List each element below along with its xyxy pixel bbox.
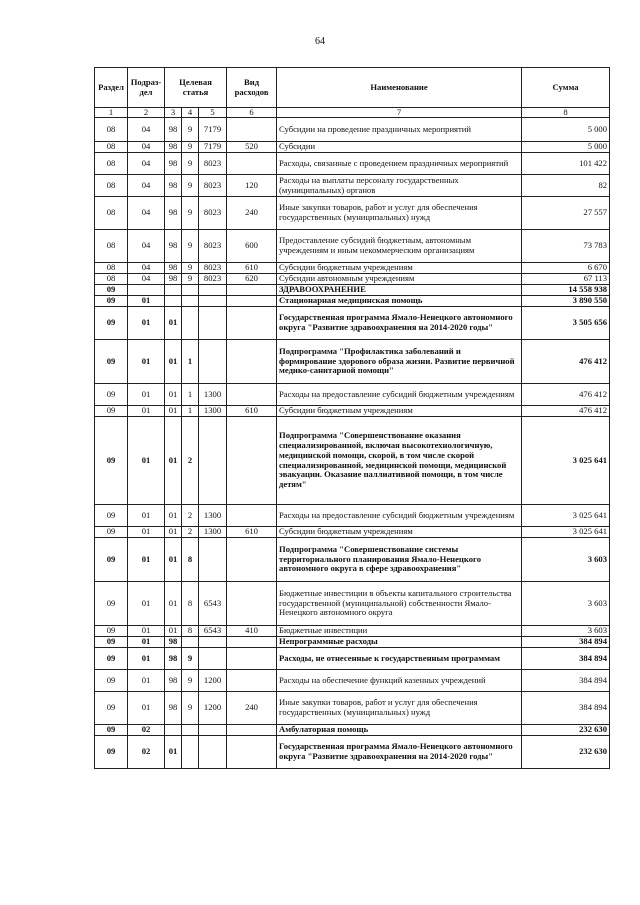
subprogram-cell: 8 xyxy=(182,538,199,582)
direction-cell: 8023 xyxy=(199,230,227,263)
vid-rashodov-cell: 410 xyxy=(227,626,277,637)
name-cell: Расходы, не отнесенные к государственным программам xyxy=(277,648,522,670)
program-cell: 98 xyxy=(165,118,182,142)
table-row xyxy=(95,648,610,670)
direction-cell: 8023 xyxy=(199,197,227,230)
direction-cell: 8023 xyxy=(199,263,227,274)
name-cell: Расходы на обеспечение функций казенных учреждений xyxy=(277,670,522,692)
subprogram-cell: 9 xyxy=(182,197,199,230)
table-row xyxy=(95,307,610,340)
table-row xyxy=(95,175,610,197)
column-index: 2 xyxy=(128,108,165,118)
vid-rashodov-cell: 520 xyxy=(227,142,277,153)
vid-rashodov-cell xyxy=(227,285,277,296)
table-row xyxy=(95,406,610,417)
vid-rashodov-cell xyxy=(227,670,277,692)
subprogram-cell xyxy=(182,307,199,340)
direction-cell: 1300 xyxy=(199,527,227,538)
program-cell xyxy=(165,725,182,736)
subprogram-cell: 2 xyxy=(182,505,199,527)
podrazdel-cell: 04 xyxy=(128,175,165,197)
razdel-cell: 09 xyxy=(95,637,128,648)
direction-cell xyxy=(199,417,227,505)
subprogram-cell: 9 xyxy=(182,153,199,175)
table-row xyxy=(95,527,610,538)
podrazdel-cell: 04 xyxy=(128,118,165,142)
direction-cell: 7179 xyxy=(199,142,227,153)
razdel-cell: 09 xyxy=(95,296,128,307)
vid-rashodov-cell: 240 xyxy=(227,692,277,725)
podrazdel-cell: 01 xyxy=(128,637,165,648)
razdel-cell: 08 xyxy=(95,142,128,153)
program-cell: 98 xyxy=(165,142,182,153)
program-cell: 98 xyxy=(165,263,182,274)
name-cell: Государственная программа Ямало-Ненецкого автономного округа "Развитие здравоохранения на 2014-2020 годы" xyxy=(277,307,522,340)
subprogram-cell xyxy=(182,736,199,769)
vid-rashodov-cell xyxy=(227,340,277,384)
razdel-cell: 09 xyxy=(95,527,128,538)
vid-rashodov-cell xyxy=(227,648,277,670)
program-cell: 98 xyxy=(165,230,182,263)
header-vid-rashodov: Вид расходов xyxy=(227,68,277,108)
program-cell: 98 xyxy=(165,692,182,725)
vid-rashodov-cell: 600 xyxy=(227,230,277,263)
table-row xyxy=(95,505,610,527)
table-row xyxy=(95,118,610,142)
program-cell: 98 xyxy=(165,197,182,230)
program-cell: 98 xyxy=(165,648,182,670)
direction-cell xyxy=(199,307,227,340)
podrazdel-cell: 01 xyxy=(128,340,165,384)
direction-cell: 1200 xyxy=(199,670,227,692)
razdel-cell: 08 xyxy=(95,197,128,230)
subprogram-cell: 9 xyxy=(182,670,199,692)
header-podrazdel: Подраз-дел xyxy=(128,68,165,108)
podrazdel-cell: 01 xyxy=(128,538,165,582)
razdel-cell: 09 xyxy=(95,285,128,296)
podrazdel-cell xyxy=(128,285,165,296)
sum-cell: 3 603 xyxy=(522,582,610,626)
vid-rashodov-cell xyxy=(227,153,277,175)
program-cell xyxy=(165,285,182,296)
vid-rashodov-cell: 240 xyxy=(227,197,277,230)
subprogram-cell: 2 xyxy=(182,417,199,505)
name-cell: Расходы на предоставление субсидий бюджетным учреждениям xyxy=(277,505,522,527)
name-cell: Подпрограмма "Совершенствование системы территориального планирования Ямало-Ненецкого автономного округа в сфере здравоохранения" xyxy=(277,538,522,582)
table-row xyxy=(95,285,610,296)
column-index: 4 xyxy=(182,108,199,118)
sum-cell: 3 025 641 xyxy=(522,417,610,505)
vid-rashodov-cell xyxy=(227,637,277,648)
direction-cell: 1300 xyxy=(199,505,227,527)
header-summa: Сумма xyxy=(522,68,610,108)
sum-cell: 27 557 xyxy=(522,197,610,230)
direction-cell xyxy=(199,736,227,769)
name-cell: Иные закупки товаров, работ и услуг для обеспечения государственных (муниципальных) нужд xyxy=(277,197,522,230)
name-cell: Субсидии бюджетным учреждениям xyxy=(277,263,522,274)
podrazdel-cell: 04 xyxy=(128,230,165,263)
name-cell: Расходы, связанные с проведением праздничных мероприятий xyxy=(277,153,522,175)
podrazdel-cell: 01 xyxy=(128,626,165,637)
page-number: 64 xyxy=(315,36,325,47)
direction-cell: 1300 xyxy=(199,384,227,406)
razdel-cell: 09 xyxy=(95,736,128,769)
name-cell: Расходы на предоставление субсидий бюджетным учреждениям xyxy=(277,384,522,406)
subprogram-cell: 8 xyxy=(182,626,199,637)
podrazdel-cell: 04 xyxy=(128,197,165,230)
podrazdel-cell: 01 xyxy=(128,296,165,307)
subprogram-cell: 1 xyxy=(182,340,199,384)
razdel-cell: 09 xyxy=(95,538,128,582)
sum-cell: 3 025 641 xyxy=(522,527,610,538)
sum-cell: 5 000 xyxy=(522,118,610,142)
subprogram-cell xyxy=(182,725,199,736)
podrazdel-cell: 01 xyxy=(128,648,165,670)
vid-rashodov-cell xyxy=(227,725,277,736)
program-cell: 01 xyxy=(165,736,182,769)
program-cell: 01 xyxy=(165,527,182,538)
name-cell: Бюджетные инвестиции в объекты капитального строительства государственной (муниципальной) собственности Ямало-Ненецкого автономного округа xyxy=(277,582,522,626)
program-cell: 01 xyxy=(165,340,182,384)
vid-rashodov-cell: 610 xyxy=(227,406,277,417)
name-cell: Расходы на выплаты персоналу государственных (муниципальных) органов xyxy=(277,175,522,197)
direction-cell: 8023 xyxy=(199,153,227,175)
program-cell: 01 xyxy=(165,626,182,637)
name-cell: ЗДРАВООХРАНЕНИЕ xyxy=(277,285,522,296)
razdel-cell: 08 xyxy=(95,263,128,274)
name-cell: Бюджетные инвестиции xyxy=(277,626,522,637)
sum-cell: 82 xyxy=(522,175,610,197)
podrazdel-cell: 01 xyxy=(128,670,165,692)
table-row xyxy=(95,670,610,692)
sum-cell: 73 783 xyxy=(522,230,610,263)
vid-rashodov-cell xyxy=(227,417,277,505)
vid-rashodov-cell xyxy=(227,307,277,340)
table-row xyxy=(95,692,610,725)
column-index: 5 xyxy=(199,108,227,118)
subprogram-cell: 9 xyxy=(182,274,199,285)
subprogram-cell: 9 xyxy=(182,118,199,142)
budget-table xyxy=(94,67,610,769)
direction-cell xyxy=(199,648,227,670)
vid-rashodov-cell: 120 xyxy=(227,175,277,197)
razdel-cell: 09 xyxy=(95,406,128,417)
name-cell: Предоставление субсидий бюджетным, автономным учреждениям и иным некоммерческим организациям xyxy=(277,230,522,263)
sum-cell: 101 422 xyxy=(522,153,610,175)
subprogram-cell: 9 xyxy=(182,692,199,725)
podrazdel-cell: 04 xyxy=(128,142,165,153)
table-row xyxy=(95,142,610,153)
table-row xyxy=(95,637,610,648)
direction-cell xyxy=(199,296,227,307)
subprogram-cell xyxy=(182,296,199,307)
subprogram-cell xyxy=(182,285,199,296)
vid-rashodov-cell xyxy=(227,538,277,582)
table-row xyxy=(95,153,610,175)
sum-cell: 14 558 938 xyxy=(522,285,610,296)
program-cell: 98 xyxy=(165,153,182,175)
column-index: 7 xyxy=(277,108,522,118)
sum-cell: 232 630 xyxy=(522,736,610,769)
podrazdel-cell: 01 xyxy=(128,307,165,340)
column-index: 1 xyxy=(95,108,128,118)
table-row xyxy=(95,626,610,637)
subprogram-cell: 9 xyxy=(182,142,199,153)
vid-rashodov-cell: 610 xyxy=(227,527,277,538)
razdel-cell: 09 xyxy=(95,417,128,505)
name-cell: Стационарная медицинская помощь xyxy=(277,296,522,307)
podrazdel-cell: 01 xyxy=(128,692,165,725)
name-cell: Государственная программа Ямало-Ненецкого автономного округа "Развитие здравоохранения на 2014-2020 годы" xyxy=(277,736,522,769)
direction-cell: 1200 xyxy=(199,692,227,725)
sum-cell: 3 890 550 xyxy=(522,296,610,307)
program-cell: 01 xyxy=(165,307,182,340)
subprogram-cell: 9 xyxy=(182,175,199,197)
razdel-cell: 08 xyxy=(95,153,128,175)
name-cell: Подпрограмма "Профилактика заболеваний и формирование здорового образа жизни. Развитие первичной медико-санитарной помощи" xyxy=(277,340,522,384)
subprogram-cell: 8 xyxy=(182,582,199,626)
sum-cell: 3 603 xyxy=(522,626,610,637)
sum-cell: 384 894 xyxy=(522,637,610,648)
razdel-cell: 09 xyxy=(95,307,128,340)
razdel-cell: 08 xyxy=(95,230,128,263)
header-naimenovanie: Наименование xyxy=(277,68,522,108)
name-cell: Субсидии на проведение праздничных мероприятий xyxy=(277,118,522,142)
header-row xyxy=(95,68,610,108)
program-cell: 01 xyxy=(165,417,182,505)
direction-cell: 8023 xyxy=(199,175,227,197)
name-cell: Иные закупки товаров, работ и услуг для обеспечения государственных (муниципальных) нужд xyxy=(277,692,522,725)
sum-cell: 476 412 xyxy=(522,340,610,384)
name-cell: Подпрограмма "Совершенствование оказания специализированной, включая высокотехнологичную, медицинской помощи, скорой, в том числе скорой специализированной, медицинской помощи, медицинской эвакуации. Оказание паллиативной помощи, в том числе детям" xyxy=(277,417,522,505)
table-row xyxy=(95,417,610,505)
sum-cell: 5 000 xyxy=(522,142,610,153)
razdel-cell: 09 xyxy=(95,505,128,527)
podrazdel-cell: 01 xyxy=(128,406,165,417)
razdel-cell: 08 xyxy=(95,175,128,197)
podrazdel-cell: 04 xyxy=(128,263,165,274)
name-cell: Субсидии автономным учреждениям xyxy=(277,274,522,285)
podrazdel-cell: 01 xyxy=(128,505,165,527)
name-cell: Субсидии бюджетным учреждениям xyxy=(277,406,522,417)
vid-rashodov-cell: 610 xyxy=(227,263,277,274)
podrazdel-cell: 01 xyxy=(128,527,165,538)
sum-cell: 476 412 xyxy=(522,384,610,406)
program-cell: 98 xyxy=(165,274,182,285)
name-cell: Непрограммные расходы xyxy=(277,637,522,648)
subprogram-cell: 1 xyxy=(182,384,199,406)
vid-rashodov-cell: 620 xyxy=(227,274,277,285)
program-cell: 98 xyxy=(165,175,182,197)
table-row xyxy=(95,725,610,736)
direction-cell: 1300 xyxy=(199,406,227,417)
sum-cell: 3 505 656 xyxy=(522,307,610,340)
subprogram-cell: 9 xyxy=(182,230,199,263)
table-row xyxy=(95,263,610,274)
razdel-cell: 09 xyxy=(95,725,128,736)
razdel-cell: 09 xyxy=(95,340,128,384)
table-row xyxy=(95,274,610,285)
vid-rashodov-cell xyxy=(227,582,277,626)
subprogram-cell: 2 xyxy=(182,527,199,538)
program-cell: 98 xyxy=(165,670,182,692)
podrazdel-cell: 02 xyxy=(128,725,165,736)
podrazdel-cell: 01 xyxy=(128,417,165,505)
direction-cell: 7179 xyxy=(199,118,227,142)
name-cell: Субсидии xyxy=(277,142,522,153)
razdel-cell: 09 xyxy=(95,692,128,725)
table-row xyxy=(95,230,610,263)
table-body xyxy=(95,118,610,769)
table-row xyxy=(95,582,610,626)
program-cell: 01 xyxy=(165,384,182,406)
vid-rashodov-cell xyxy=(227,736,277,769)
subprogram-cell: 9 xyxy=(182,648,199,670)
subprogram-cell: 1 xyxy=(182,406,199,417)
razdel-cell: 09 xyxy=(95,670,128,692)
table-row xyxy=(95,340,610,384)
direction-cell xyxy=(199,538,227,582)
vid-rashodov-cell xyxy=(227,505,277,527)
sum-cell: 3 025 641 xyxy=(522,505,610,527)
podrazdel-cell: 01 xyxy=(128,384,165,406)
podrazdel-cell: 01 xyxy=(128,582,165,626)
vid-rashodov-cell xyxy=(227,118,277,142)
program-cell: 98 xyxy=(165,637,182,648)
sum-cell: 476 412 xyxy=(522,406,610,417)
vid-rashodov-cell xyxy=(227,384,277,406)
sum-cell: 3 603 xyxy=(522,538,610,582)
podrazdel-cell: 02 xyxy=(128,736,165,769)
direction-cell xyxy=(199,340,227,384)
direction-cell xyxy=(199,725,227,736)
header-celevaya-statya: Целевая статья xyxy=(165,68,227,108)
program-cell: 01 xyxy=(165,406,182,417)
table-row xyxy=(95,197,610,230)
program-cell: 01 xyxy=(165,505,182,527)
sum-cell: 6 670 xyxy=(522,263,610,274)
sum-cell: 67 113 xyxy=(522,274,610,285)
table-row xyxy=(95,296,610,307)
razdel-cell: 09 xyxy=(95,384,128,406)
direction-cell xyxy=(199,637,227,648)
vid-rashodov-cell xyxy=(227,296,277,307)
razdel-cell: 09 xyxy=(95,626,128,637)
table-row xyxy=(95,384,610,406)
podrazdel-cell: 04 xyxy=(128,274,165,285)
column-index: 3 xyxy=(165,108,182,118)
sum-cell: 384 894 xyxy=(522,692,610,725)
name-cell: Амбулаторная помощь xyxy=(277,725,522,736)
column-index: 6 xyxy=(227,108,277,118)
sum-cell: 384 894 xyxy=(522,648,610,670)
podrazdel-cell: 04 xyxy=(128,153,165,175)
program-cell: 01 xyxy=(165,582,182,626)
sum-cell: 384 894 xyxy=(522,670,610,692)
column-index: 8 xyxy=(522,108,610,118)
subprogram-cell xyxy=(182,637,199,648)
program-cell xyxy=(165,296,182,307)
direction-cell xyxy=(199,285,227,296)
direction-cell: 6543 xyxy=(199,626,227,637)
razdel-cell: 09 xyxy=(95,648,128,670)
razdel-cell: 08 xyxy=(95,274,128,285)
sum-cell: 232 630 xyxy=(522,725,610,736)
program-cell: 01 xyxy=(165,538,182,582)
razdel-cell: 09 xyxy=(95,582,128,626)
name-cell: Субсидии бюджетным учреждениям xyxy=(277,527,522,538)
header-razdel: Раздел xyxy=(95,68,128,108)
razdel-cell: 08 xyxy=(95,118,128,142)
table-row xyxy=(95,538,610,582)
table-row xyxy=(95,736,610,769)
direction-cell: 6543 xyxy=(199,582,227,626)
column-index-row xyxy=(95,108,610,118)
direction-cell: 8023 xyxy=(199,274,227,285)
subprogram-cell: 9 xyxy=(182,263,199,274)
